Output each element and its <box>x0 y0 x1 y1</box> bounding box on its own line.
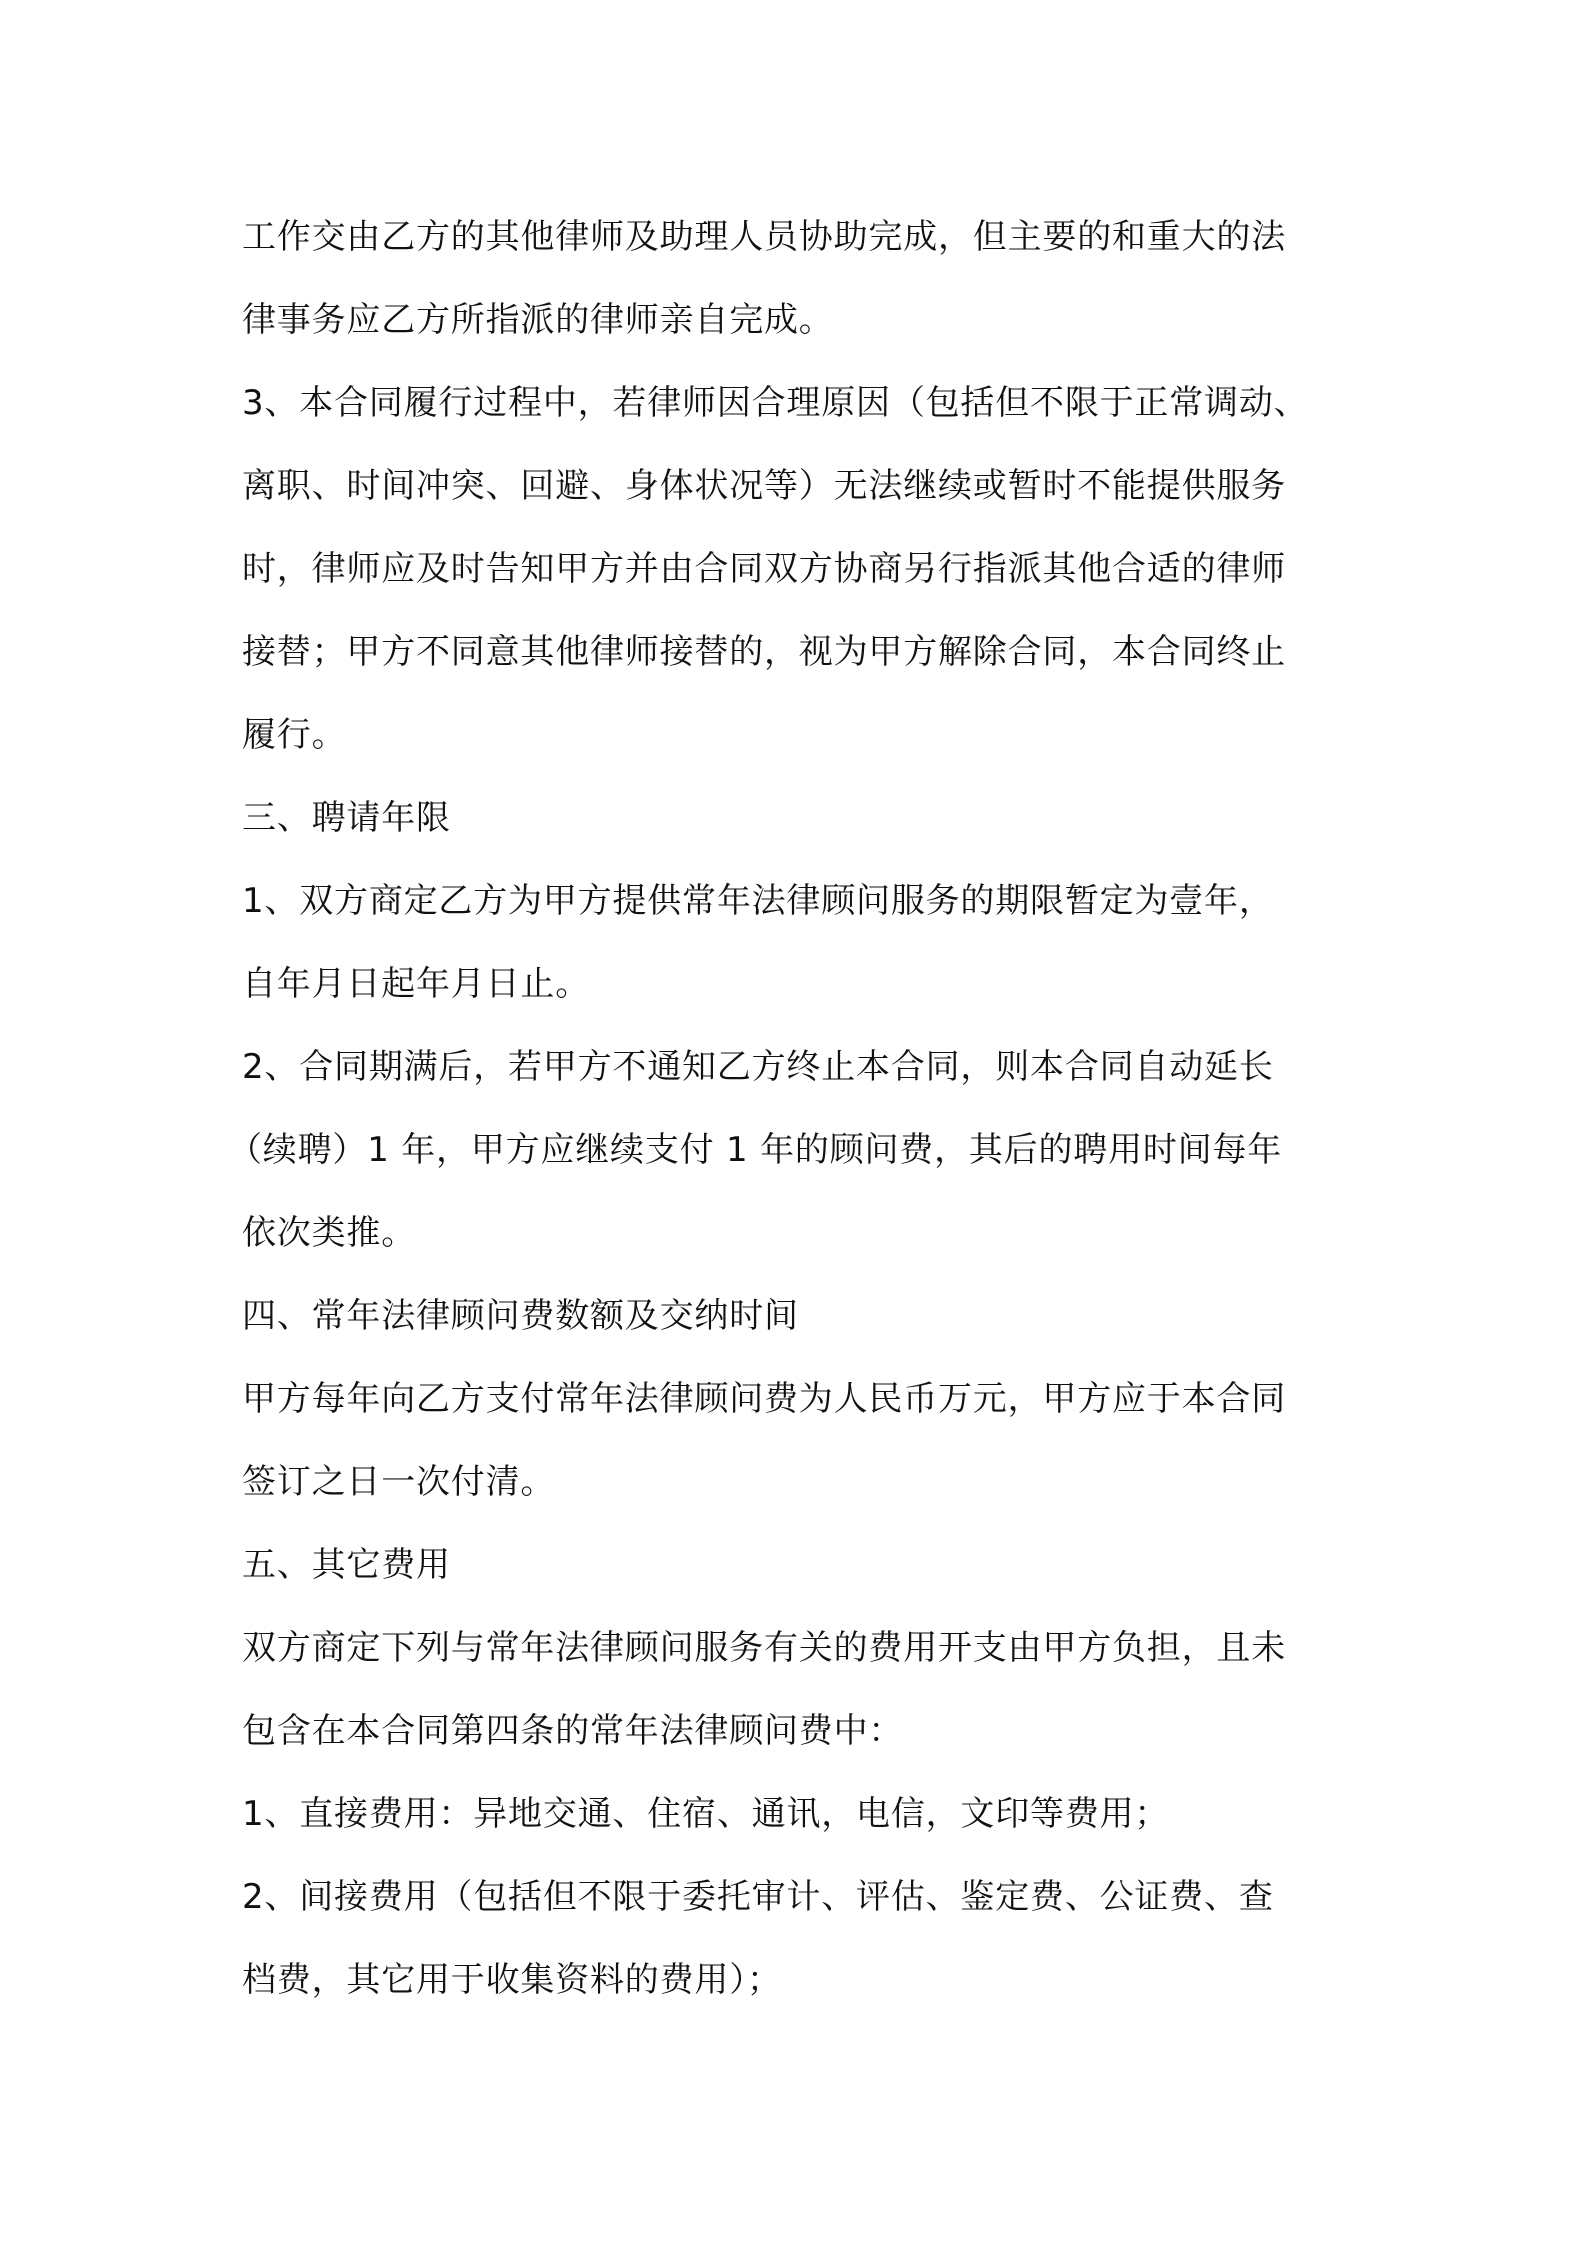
paragraph-line: 自年月日起年月日止。 <box>242 964 590 1004</box>
paragraph-line: 2、间接费用（包括但不限于委托审计、评估、鉴定费、公证费、查 <box>242 1877 1274 1917</box>
paragraph-line: 离职、时间冲突、回避、身体状况等）无法继续或暂时不能提供服务 <box>242 466 1286 506</box>
section-heading: 五、其它费用 <box>242 1545 451 1585</box>
section-heading: 三、聘请年限 <box>242 798 451 838</box>
paragraph-line: 时，律师应及时告知甲方并由合同双方协商另行指派其他合适的律师 <box>242 549 1286 589</box>
document-body <box>228 196 1362 2022</box>
paragraph-line: 依次类推。 <box>242 1213 416 1253</box>
paragraph-line: 包含在本合同第四条的常年法律顾问费中： <box>242 1711 904 1751</box>
paragraph-line: 接替；甲方不同意其他律师接替的，视为甲方解除合同，本合同终止 <box>242 632 1286 672</box>
paragraph-line: 2、合同期满后，若甲方不通知乙方终止本合同，则本合同自动延长 <box>242 1047 1274 1087</box>
paragraph-line: 律事务应乙方所指派的律师亲自完成。 <box>242 300 834 340</box>
paragraph-line: 档费，其它用于收集资料的费用）； <box>242 1960 782 2000</box>
paragraph-line: 双方商定下列与常年法律顾问服务有关的费用开支由甲方负担，且未 <box>242 1628 1286 1668</box>
paragraph-line: 履行。 <box>242 715 347 755</box>
section-heading: 四、常年法律顾问费数额及交纳时间 <box>242 1296 799 1336</box>
paragraph-line: 1、双方商定乙方为甲方提供常年法律顾问服务的期限暂定为壹年， <box>242 881 1274 921</box>
paragraph-line: 3、本合同履行过程中，若律师因合理原因（包括但不限于正常调动、 <box>242 383 1309 423</box>
paragraph-line: （续聘）1 年，甲方应继续支付 1 年的顾问费，其后的聘用时间每年 <box>228 1130 1283 1170</box>
paragraph-line: 1、直接费用：异地交通、住宿、通讯，电信，文印等费用； <box>242 1794 1170 1834</box>
paragraph-line: 签订之日一次付清。 <box>242 1462 556 1502</box>
paragraph-line: 甲方每年向乙方支付常年法律顾问费为人民币万元，甲方应于本合同 <box>242 1379 1286 1419</box>
paragraph-line: 工作交由乙方的其他律师及助理人员协助完成，但主要的和重大的法 <box>242 217 1286 257</box>
